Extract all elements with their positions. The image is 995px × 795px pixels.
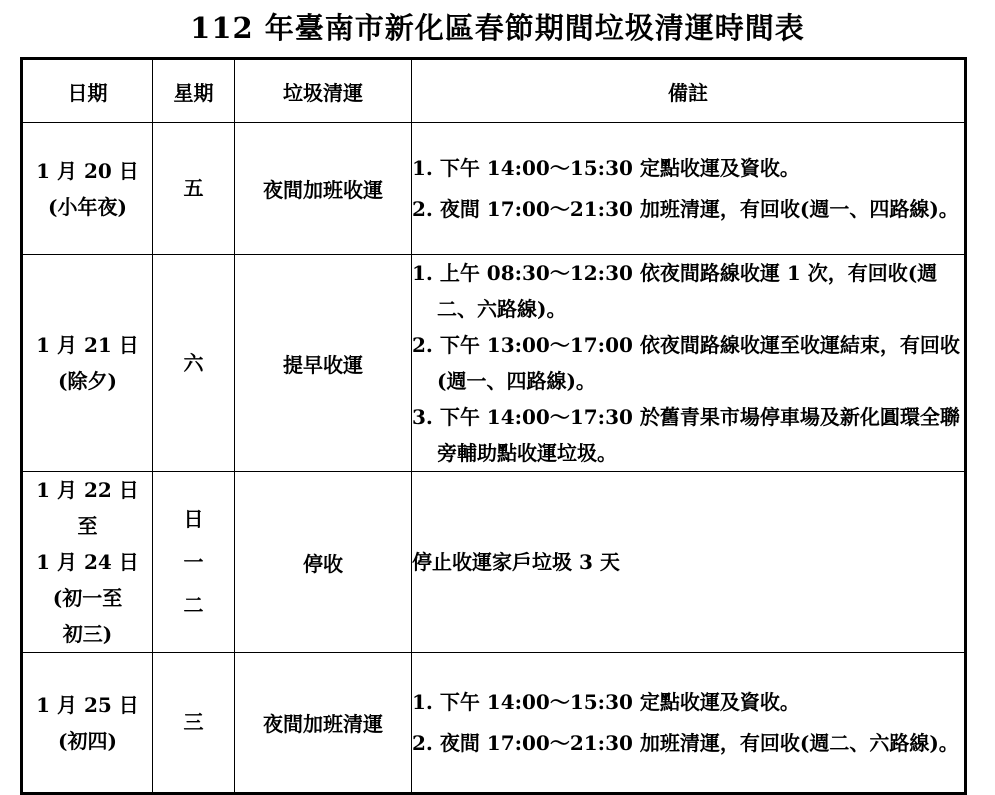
date-line: 初三)	[62, 622, 113, 646]
page-title: 112 年臺南市新化區春節期間垃圾清運時間表	[190, 11, 805, 45]
remark-item: 1. 下午 14:00～15:30 定點收運及資收。	[412, 155, 800, 180]
remark-item: 1. 上午 08:30～12:30 依夜間路線收運 1 次，有回收(週二、六路線)。	[412, 261, 938, 321]
header-date: 日期	[22, 59, 153, 123]
table-header-row	[22, 59, 966, 123]
weekday-cell	[153, 653, 235, 794]
schedule-table	[20, 57, 967, 795]
weekday-cell	[153, 123, 235, 255]
remarks-cell	[412, 255, 966, 472]
date-line: 1 月 20 日	[36, 158, 139, 183]
weekday-line: 一	[183, 549, 204, 574]
date-line: 1 月 21 日	[36, 333, 139, 357]
date-cell	[22, 123, 153, 255]
collection-cell: 夜間加班清運	[235, 653, 412, 794]
weekday-line: 三	[183, 710, 204, 734]
date-line: (初四)	[58, 728, 117, 753]
weekday-cell	[153, 472, 235, 653]
remark-item: 2. 夜間 17:00～21:30 加班清運，有回收(週二、六路線)。	[412, 730, 959, 755]
remark-item: 3. 下午 14:00～17:30 於舊青果市場停車場及新化圓環全聯旁輔助點收運垃圾。	[412, 405, 960, 465]
weekday-line: 二	[183, 592, 204, 617]
remark-item: 2. 下午 13:00～17:00 依夜間路線收運至收運結束，有回收(週一、四路線)。	[412, 333, 960, 393]
collection-cell: 夜間加班收運	[235, 123, 412, 255]
date-cell	[22, 255, 153, 472]
collection-cell: 提早收運	[235, 255, 412, 472]
weekday-line: 六	[183, 350, 204, 375]
table-row	[22, 255, 966, 472]
remark-item: 1. 下午 14:00～15:30 定點收運及資收。	[412, 689, 800, 714]
table-row	[22, 123, 966, 255]
date-line: (除夕)	[58, 369, 117, 393]
remarks-cell	[412, 653, 966, 794]
table-row	[22, 472, 966, 653]
date-line: 1 月 22 日	[36, 478, 139, 502]
collection-cell: 停收	[235, 472, 412, 653]
header-remarks: 備註	[412, 59, 966, 123]
remarks-cell	[412, 472, 966, 653]
date-line: 1 月 24 日	[36, 550, 139, 574]
date-cell	[22, 653, 153, 794]
remark-item: 停止收運家戶垃圾 3 天	[412, 549, 620, 574]
date-line: (小年夜)	[48, 194, 127, 219]
weekday-cell	[153, 255, 235, 472]
date-line: 至	[77, 514, 98, 538]
remarks-cell	[412, 123, 966, 255]
date-cell	[22, 472, 153, 653]
header-collection: 垃圾清運	[235, 59, 412, 123]
date-line: 1 月 25 日	[36, 692, 139, 717]
remark-item: 2. 夜間 17:00～21:30 加班清運，有回收(週一、四路線)。	[412, 196, 959, 221]
header-weekday: 星期	[153, 59, 235, 123]
weekday-line: 日	[183, 506, 204, 531]
table-row	[22, 653, 966, 794]
weekday-line: 五	[183, 176, 204, 200]
date-line: (初一至	[52, 586, 123, 610]
